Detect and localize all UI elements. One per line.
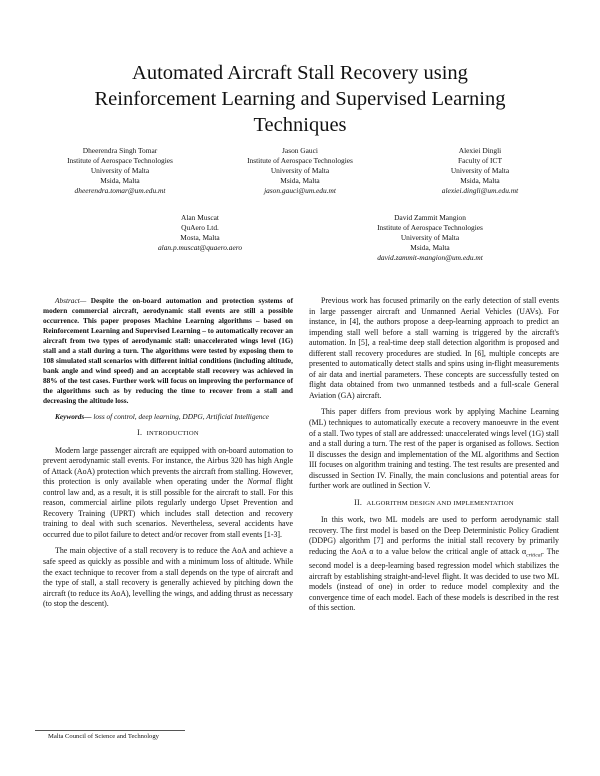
author-block-2: [215, 146, 385, 196]
author-organization: University of Malta: [270, 166, 330, 175]
author-place: Msida, Malta: [100, 176, 140, 185]
keywords: [43, 412, 293, 422]
author-place: Msida, Malta: [410, 243, 450, 252]
author-block-5: [345, 213, 515, 263]
author-affiliation: Faculty of ICT: [458, 156, 502, 165]
author-name: Alexiei Dingli: [458, 146, 502, 155]
author-block-1: [35, 146, 205, 196]
author-name: Alan Muscat: [181, 213, 219, 222]
footnote: Malta Council of Science and Technology: [48, 733, 159, 740]
author-organization: Mosta, Malta: [180, 233, 220, 242]
author-affiliation: Institute of Aerospace Technologies: [67, 156, 173, 165]
right-column: [309, 296, 559, 620]
abstract-label: Abstract—: [55, 296, 87, 305]
abstract-text: Despite the on-board automation and protection systems of modern commercial aircraft, aerodynamic stall events are still a possible occurrence. This paper proposes Machine Learning algorithms – based on Reinforcement Learning and Supervised Learning – to automatically recover an aircraft from two types of aerodynamic stall: unaccelerated wings level (1G) stall and a stall during a turn. The algorithms were tested by exposing them to 108 simulated stall scenarios with different initial conditions (including altitude, bank angle and wind speed) and an acceptable stall recovery was achieved in 88% of the test cases. Further work will focus on improving the performance of the algorithms such as by reducing the time to recover from a stall and decreasing the altitude loss.: [43, 296, 293, 405]
author-email: alan.p.muscat@quaero.aero: [157, 243, 243, 252]
author-name: Dheerendra Singh Tomar: [82, 146, 158, 155]
author-email: david.zammit-mangion@um.edu.mt: [377, 253, 483, 262]
author-affiliation: Institute of Aerospace Technologies: [377, 223, 483, 232]
author-email: dheerendra.tomar@um.edu.mt: [74, 186, 166, 195]
section-heading-introduction: I. INTRODUCTION: [137, 428, 199, 437]
author-affiliation: Institute of Aerospace Technologies: [247, 156, 353, 165]
paragraph: The main objective of a stall recovery is to reduce the AoA and achieve a safe speed as quickly as possible and with a minimum loss of altitude. While the exact technique to recover from a stall depends on the type of aircraft and the type of stall, a stall recovery is generally achieved by pitching down the aircraft (to reduce its AoA), levelling the wings, and adding thrust as necessary (to stop the descent).: [43, 546, 293, 609]
author-name: David Zammit Mangion: [394, 213, 466, 222]
author-name: Jason Gauci: [282, 146, 318, 155]
paragraph: Modern large passenger aircraft are equipped with on-board automation to prevent aerodynamic stall events. For instance, the Airbus 320 has high Angle of Attack (AoA) protection which prevents the aircraft from stalling. However, this protection is only available when operating under the Normal flight control law and, as a result, it is still possible for the aircraft to stall. For this reason, commercial airline pilots regularly undergo Upset Prevention and Recovery Training (UPRT) which includes stall detection and recovery training to deal with such scenarios. Nevertheless, several accidents have occurred due to pilot failure to detect and/or recover from stall events [1-3].: [43, 445, 293, 539]
author-organization: University of Malta: [90, 166, 150, 175]
left-column: [43, 296, 293, 616]
paragraph: This paper differs from previous work by applying Machine Learning (ML) techniques to automatically execute a recovery manoeuvre in the event of a stall. Two types of stall are addressed: unaccelerated wings level (1G) stall and a stall during a turn. The rest of the paper is organised as follows. Section II discusses the design and implementation of the ML algorithms and Section III focuses on algorithm training and testing. The test results are presented and discussed in Section IV. Finally, the main conclusions and potential areas for further work are outlined in Section V.: [309, 407, 559, 491]
section-heading-algorithm: II. ALGORITHM DESIGN AND IMPLEMENTATION: [354, 497, 514, 507]
keywords-label: Keywords—: [55, 412, 92, 421]
paragraph: In this work, two ML models are used to perform aerodynamic stall recovery. The first model is based on the Deep Deterministic Policy Gradient (DDPG) algorithm [7] and performs the initial stall recovery by primarily reducing the AoA α to a value below the critical angle of attack $\alpha_{critical}$. The second model is a deep-learning based regression model which stabilizes the aircraft by establishing straight-and-level flight. It was decided to use two ML models (instead of one) in order to reduce model complexity and the convergence time of each model. Each of these models is described in the rest of this section.: [309, 515, 559, 613]
paragraph: Previous work has focused primarily on the early detection of stall events in large passenger aircraft and Unmanned Aerial Vehicles (UAVs). For instance, in [4], the authors propose a deep-learning approach to predict an impending stall well before a stall warning is triggered by the aircraft's automation. In [5], a real-time deep stall detection algorithm is proposed and different stall recovery procedures are studied. In [6], multiple concepts are presented to automatically detect stalls and spins using in-flight measurements of air data and inertial parameters. These concepts are successfully tested on flight data obtained from two unmanned testbeds and a full-scale General Aviation (GA) aircraft.: [309, 296, 559, 400]
author-place: Msida, Malta: [460, 176, 500, 185]
author-email: alexiei.dingli@um.edu.mt: [441, 186, 519, 195]
author-organization: University of Malta: [450, 166, 510, 175]
author-affiliation: QuAero Ltd.: [181, 223, 219, 232]
author-email: jason.gauci@um.edu.mt: [264, 186, 336, 195]
author-block-4: [115, 213, 285, 253]
paper-title: Automated Aircraft Stall Recovery using Reinforcement Learning and Supervised Learning Techniques: [94, 62, 506, 136]
keywords-text: loss of control, deep learning, DDPG, Artificial Intelligence: [91, 412, 269, 421]
abstract: [43, 296, 293, 406]
author-place: Msida, Malta: [280, 176, 320, 185]
author-organization: University of Malta: [400, 233, 460, 242]
footnote-divider: [35, 730, 185, 731]
author-block-3: [395, 146, 565, 196]
